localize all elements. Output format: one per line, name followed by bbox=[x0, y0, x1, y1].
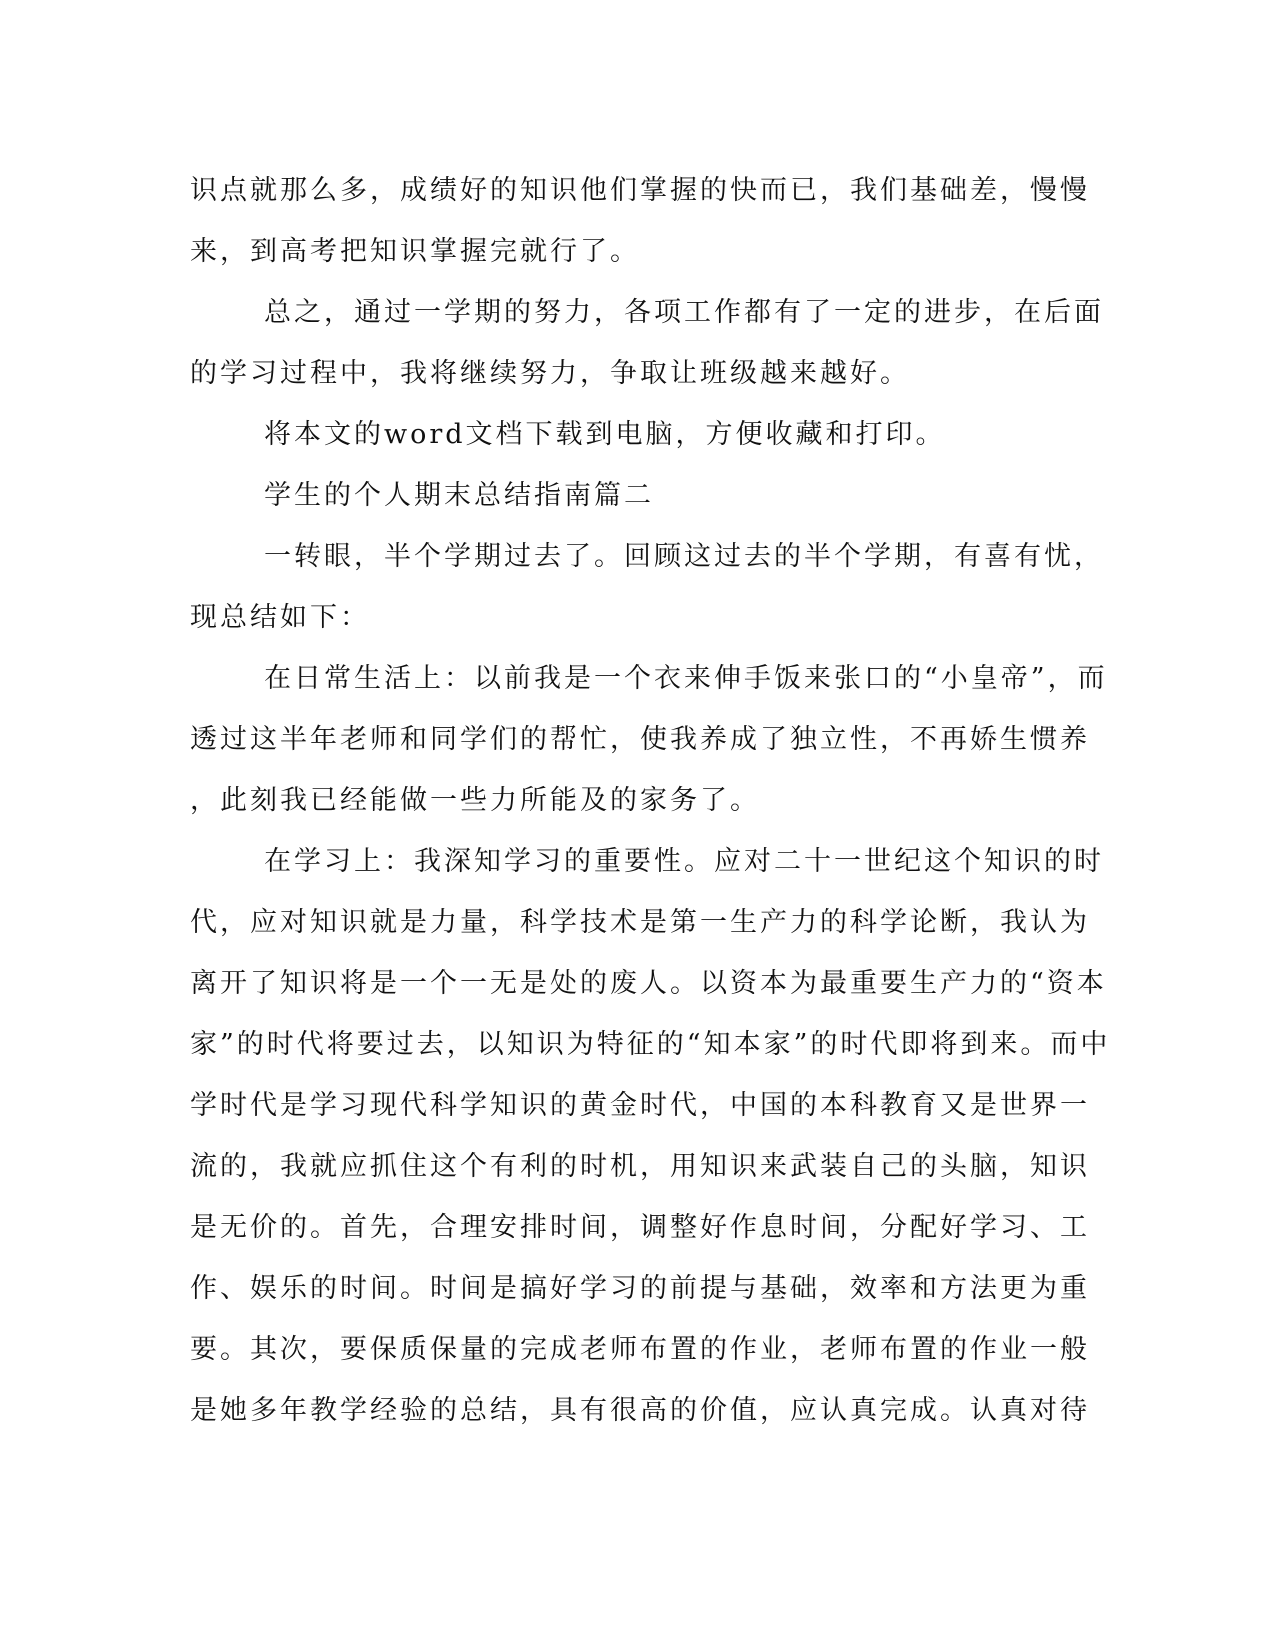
text-line: ，此刻我已经能做一些力所能及的家务了。 bbox=[190, 785, 760, 816]
document-body bbox=[190, 160, 1111, 1441]
text-line: 来，到高考把知识掌握完就行了。 bbox=[190, 236, 640, 267]
text-line: 代，应对知识就是力量，科学技术是第一生产力的科学论断，我认为 bbox=[190, 907, 1090, 938]
text-line: 离开了知识将是一个一无是处的废人。以资本为最重要生产力的“资本 bbox=[190, 968, 1107, 999]
text-line: 学时代是学习现代科学知识的黄金时代，中国的本科教育又是世界一 bbox=[190, 1090, 1090, 1121]
text-line: 一转眼，半个学期过去了。回顾这过去的半个学期，有喜有忧， bbox=[264, 541, 1104, 572]
text-line: 透过这半年老师和同学们的帮忙，使我养成了独立性，不再娇生惯养 bbox=[190, 724, 1090, 755]
text-line: 将本文的word文档下载到电脑，方便收藏和打印。 bbox=[264, 419, 946, 450]
text-line: 作、娱乐的时间。时间是搞好学习的前提与基础，效率和方法更为重 bbox=[190, 1273, 1090, 1304]
text-line: 总之，通过一学期的努力，各项工作都有了一定的进步，在后面 bbox=[264, 297, 1104, 328]
text-line: 现总结如下： bbox=[190, 602, 370, 633]
text-line: 在学习上：我深知学习的重要性。应对二十一世纪这个知识的时 bbox=[264, 846, 1104, 877]
text-line: 在日常生活上：以前我是一个衣来伸手饭来张口的“小皇帝”，而 bbox=[264, 663, 1108, 694]
section-heading: 学生的个人期末总结指南篇二 bbox=[264, 480, 654, 511]
text-line: 的学习过程中，我将继续努力，争取让班级越来越好。 bbox=[190, 358, 910, 389]
text-line: 是她多年教学经验的总结，具有很高的价值，应认真完成。认真对待 bbox=[190, 1395, 1090, 1426]
text-line: 要。其次，要保质保量的完成老师布置的作业，老师布置的作业一般 bbox=[190, 1334, 1090, 1365]
text-line: 流的，我就应抓住这个有利的时机，用知识来武装自己的头脑，知识 bbox=[190, 1151, 1090, 1182]
text-line: 是无价的。首先，合理安排时间，调整好作息时间，分配好学习、工 bbox=[190, 1212, 1090, 1243]
text-line: 识点就那么多，成绩好的知识他们掌握的快而已，我们基础差，慢慢 bbox=[190, 175, 1090, 206]
text-line: 家”的时代将要过去，以知识为特征的“知本家”的时代即将到来。而中 bbox=[190, 1029, 1111, 1060]
